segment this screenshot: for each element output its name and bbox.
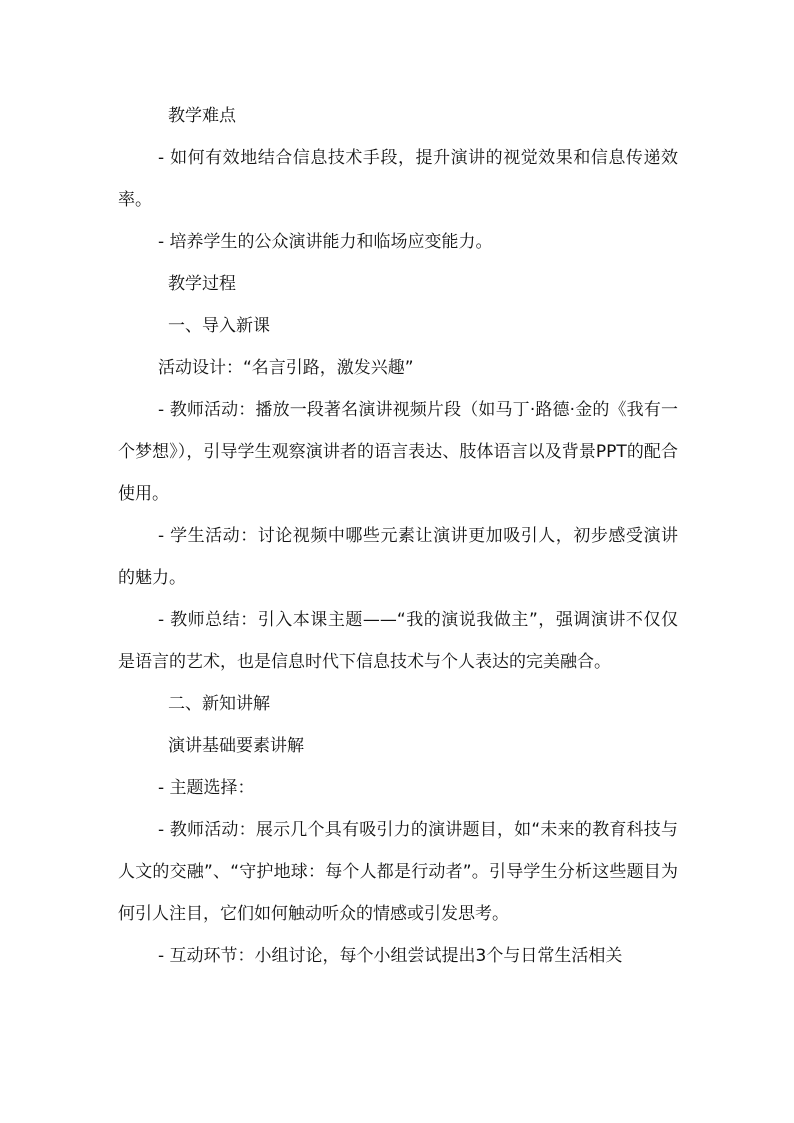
- heading-teaching-difficulties: 教学难点: [168, 106, 236, 126]
- activity-design: 活动设计：“名言引路，激发兴趣”: [158, 358, 414, 378]
- speech-elements-heading: 演讲基础要素讲解: [168, 736, 304, 756]
- difficulty-item-1: - 如何有效地结合信息技术手段，提升演讲的视觉效果和信息传递效率。: [118, 148, 678, 210]
- teacher-summary: - 教师总结：引入本课主题——“我的演说我做主”，强调演讲不仅仅是语言的艺术，也是信息时代下信息技术与个人表达的完美融合。: [118, 610, 678, 672]
- topic-selection: - 主题选择：: [158, 778, 255, 798]
- heading-teaching-process: 教学过程: [168, 274, 236, 294]
- student-activity-1: - 学生活动：讨论视频中哪些元素让演讲更加吸引人，初步感受演讲的魅力。: [118, 526, 678, 588]
- document-page: [118, 95, 678, 977]
- teacher-activity-1: - 教师活动：播放一段著名演讲视频片段（如马丁·路德·金的《我有一个梦想》），引导学生观察演讲者的语言表达、肢体语言以及背景PPT的配合使用。: [118, 400, 678, 504]
- difficulty-item-2: - 培养学生的公众演讲能力和临场应变能力。: [158, 232, 493, 252]
- section-1-title: 一、导入新课: [168, 316, 270, 336]
- teacher-activity-2: - 教师活动：展示几个具有吸引力的演讲题目，如“未来的教育科技与人文的交融”、“守护地球：每个人都是行动者”。引导学生分析这些题目为何引人注目，它们如何触动听众的情感或引发思考。: [118, 820, 678, 924]
- section-2-title: 二、新知讲解: [168, 694, 270, 714]
- interactive-session: - 互动环节：小组讨论，每个小组尝试提出3个与日常生活相关: [158, 946, 623, 966]
